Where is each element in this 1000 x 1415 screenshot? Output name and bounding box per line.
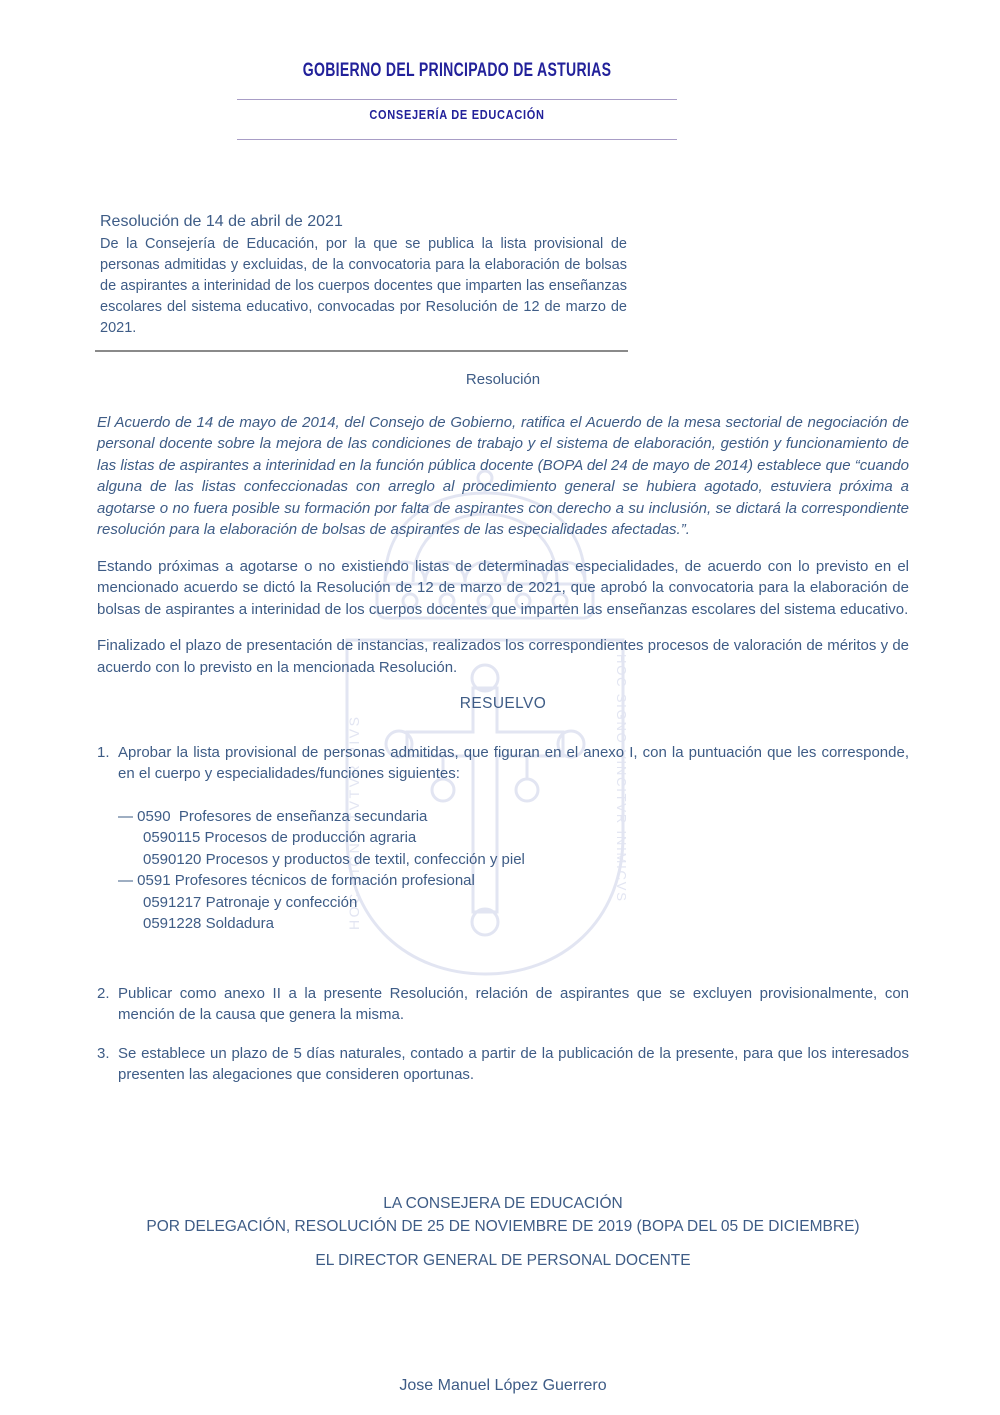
item-text: Aprobar la lista provisional de personas admitidas, que figuran en el anexo I, con la puntuación que les corresponde, en el cuerpo y especialidades/funciones siguientes: — [118, 743, 909, 782]
item-text: Publicar como anexo II a la presente Resolución, relación de aspirantes que se excluyen provisionalmente, con mención de la causa que genera la misma. — [118, 984, 909, 1023]
summary-title: Resolución de 14 de abril de 2021 — [100, 213, 343, 230]
list-item-0591228: 0591228 Soldadura — [143, 915, 274, 932]
item-number: 1. — [97, 743, 110, 761]
watermark-right-text: HOC SIGNO VINCITVR INIMICVS — [614, 654, 629, 903]
summary-divider — [95, 350, 628, 352]
item-number: 3. — [97, 1044, 110, 1062]
signature-role: EL DIRECTOR GENERAL DE PERSONAL DOCENTE — [315, 1251, 691, 1269]
list-item-body-0591: — 0591 Profesores técnicos de formación profesional — [118, 872, 475, 889]
document-header — [237, 0, 677, 140]
resolution-item-1 — [97, 742, 909, 935]
resolution-item-2 — [97, 983, 909, 1026]
list-item-0590120: 0590120 Procesos y productos de textil, confección y piel — [143, 850, 525, 868]
header-rule-top — [237, 99, 677, 100]
specialties-list — [118, 806, 909, 935]
resolution-item-3 — [97, 1043, 909, 1086]
summary-body: De la Consejería de Educación, por la que se publica la lista provisional de personas admitidas y excluidas, de la convocatoria para la elaboración de bolsas de aspirantes a interinidad de los cuerpos docentes que imparten las enseñanzas escolares del sistema educativo, convocadas por Resolución de 12 de marzo de 2021. — [100, 236, 627, 336]
signature-block — [97, 1193, 909, 1397]
signature-title: LA CONSEJERA DE EDUCACIÓN — [383, 1194, 623, 1212]
government-title: GOBIERNO DEL PRINCIPADO DE ASTURIAS — [302, 60, 612, 81]
signer-name: Jose Manuel López Guerrero — [399, 1377, 607, 1394]
paragraph-context: Estando próximas a agotarse o no existiendo listas de determinadas especialidades, de acuerdo con lo previsto en el mencionado acuerdo se dictó la Resolución de 12 de marzo de 2021, que aprobó la convocatoria para la elaboración de bolsas de aspirantes a interinidad de los cuerpos docentes que imparten las enseñanzas escolares del sistema educativo. — [97, 557, 909, 618]
watermark-left-text: HOC SIGNO TVTVR PIVS — [346, 714, 362, 930]
resuelvo-heading: RESUELVO — [459, 695, 547, 712]
signature-delegation: POR DELEGACIÓN, RESOLUCIÓN DE 25 DE NOVIEMBRE DE 2019 (BOPA DEL 05 DE DICIEMBRE) — [146, 1218, 860, 1235]
paragraph-agreement: El Acuerdo de 14 de mayo de 2014, del Consejo de Gobierno, ratifica el Acuerdo de la mesa sectorial de negociación de personal docente sobre la mejora de las condiciones de trabajo y el sistema de elaboración, gestión y funcionamiento de las listas de aspirantes a interinidad en la función pública docente (BOPA del 24 de mayo de 2014) establece que “cuando alguna de las listas confeccionadas con arreglo al procedimiento general se hubiera agotado, estuviera próxima a agotarse o no fuera posible su formación por falta de aspirantes con derecho a su inclusión, se dictará la correspondiente resolución para la elaboración de bolsas de aspirantes de las especialidades afectadas.”. — [97, 413, 909, 538]
item-text: Se establece un plazo de 5 días naturales, contado a partir de la publicación de la presente, para que los interesados presenten las alegaciones que consideren oportunas. — [118, 1044, 909, 1083]
summary-block — [100, 213, 627, 339]
section-heading: Resolución — [465, 371, 541, 388]
item-number: 2. — [97, 984, 110, 1002]
paragraph-finalizado: Finalizado el plazo de presentación de instancias, realizados los correspondientes procesos de valoración de méritos y de acuerdo con lo previsto en la mencionada Resolución. — [97, 637, 909, 676]
list-item-body-0590: — 0590 Profesores de enseñanza secundaria — [118, 807, 428, 825]
document-body — [97, 369, 909, 1397]
list-item-0590115: 0590115 Procesos de producción agraria — [143, 829, 417, 846]
header-rule-bottom — [237, 139, 677, 140]
list-item-0591217: 0591217 Patronaje y confección — [143, 893, 358, 911]
department-title: CONSEJERÍA DE EDUCACIÓN — [369, 108, 545, 122]
